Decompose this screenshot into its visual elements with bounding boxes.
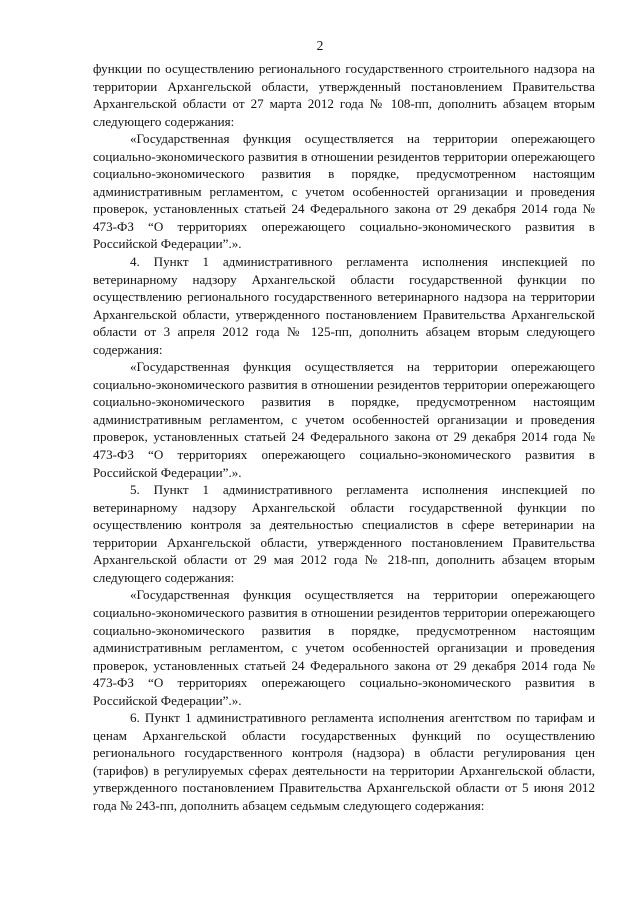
page-number: 2 — [316, 38, 324, 53]
paragraph-item-6: 6. Пункт 1 административного регламента исполнения агентством по тарифам и ценам Архангельской области государственных функций по осуществлению регионального государственного контроля (надзора) в области регулирования цен (тарифов) в регулируемых сферах деятельности на территории Архангельской области, утвержденного постановлением Правительства Архангельской области от 5 июня 2012 года № 243-пп, дополнить абзацем седьмым следующего содержания: — [93, 710, 595, 813]
paragraph-item-5: 5. Пункт 1 административного регламента исполнения инспекцией по ветеринарному надзору Архангельской области государственной функции по осуществлению контроля за деятельностью специалистов в сфере ветеринарии на территории Архангельской области, утвержденного постановлением Правительства Архангельской области от 29 мая 2012 года № 218-пп, дополнить абзацем вторым следующего содержания: — [93, 482, 595, 585]
document-body — [93, 60, 595, 815]
paragraph-quote: «Государственная функция осуществляется на территории опережающего социально-экономического развития в отношении резидентов территории опережающего социально-экономического развития в порядке, предусмотренном настоящим административным регламентом, с учетом особенностей организации и проведения проверок, установленных статьей 24 Федерального закона от 29 декабря 2014 года № 473-ФЗ “О территориях опережающего социально-экономического развития в Российской Федерации”.». — [93, 359, 595, 480]
paragraph-item-4: 4. Пункт 1 административного регламента исполнения инспекцией по ветеринарному надзору Архангельской области государственной функции по осуществлению регионального государственного ветеринарного надзора на территории Архангельской области, утвержденного постановлением Правительства Архангельской области от 3 апреля 2012 года № 125-пп, дополнить абзацем вторым следующего содержания: — [93, 254, 595, 357]
paragraph-quote: «Государственная функция осуществляется на территории опережающего социально-экономического развития в отношении резидентов территории опережающего социально-экономического развития в порядке, предусмотренном настоящим административным регламентом, с учетом особенностей организации и проведения проверок, установленных статьей 24 Федерального закона от 29 декабря 2014 года № 473-ФЗ “О территориях опережающего социально-экономического развития в Российской Федерации”.». — [93, 131, 595, 252]
paragraph-quote: «Государственная функция осуществляется на территории опережающего социально-экономического развития в отношении резидентов территории опережающего социально-экономического развития в порядке, предусмотренном настоящим административным регламентом, с учетом особенностей организации и проведения проверок, установленных статьей 24 Федерального закона от 29 декабря 2014 года № 473-ФЗ “О территориях опережающего социально-экономического развития в Российской Федерации”.». — [93, 587, 595, 708]
paragraph-continuation: функции по осуществлению регионального государственного строительного надзора на территории Архангельской области, утвержденный постановлением Правительства Архангельской области от 27 марта 2012 года № 108-пп, дополнить абзацем вторым следующего содержания: — [93, 61, 595, 129]
